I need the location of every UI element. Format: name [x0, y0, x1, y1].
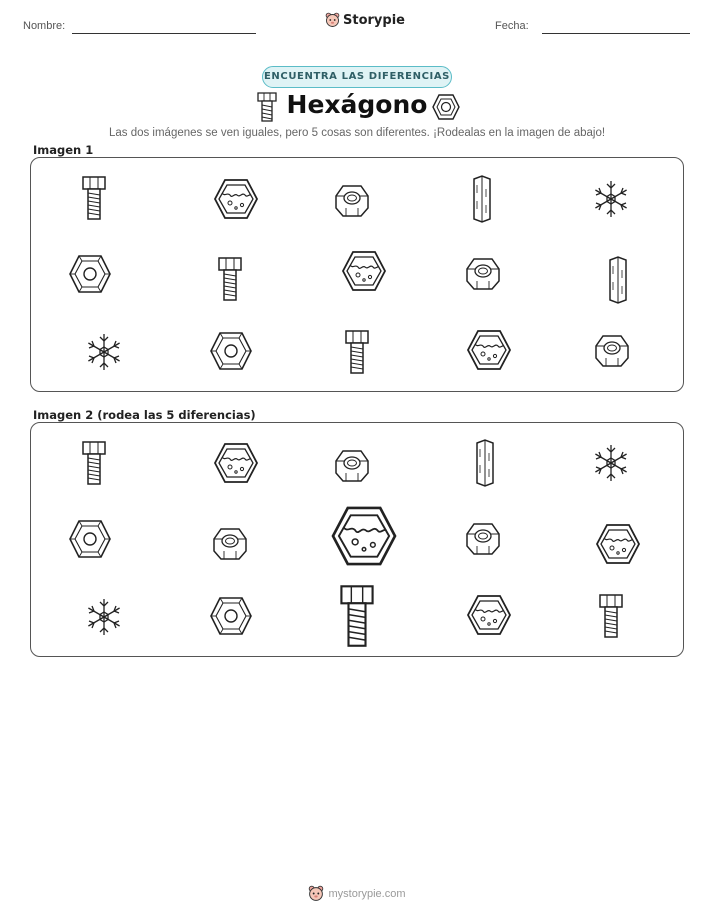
bolt-icon [597, 592, 625, 640]
panel1-label: Imagen 1 [33, 143, 94, 157]
pencil-icon [470, 175, 494, 223]
hex-ring-icon [209, 596, 253, 636]
name-label: Nombre: [23, 20, 66, 32]
snowflake-icon [84, 332, 124, 372]
activity-badge: ENCUENTRA LAS DIFERENCIAS [262, 66, 452, 88]
honeycomb-icon [213, 442, 259, 484]
bolt-icon [80, 174, 108, 222]
pencil-icon [473, 439, 497, 487]
footer [0, 885, 714, 902]
image2-panel [30, 422, 684, 657]
nut-icon [465, 257, 501, 291]
brand-logo [325, 12, 405, 28]
page-title: Hexágono [286, 90, 428, 119]
honeycomb-icon [466, 329, 512, 371]
image1-panel [30, 157, 684, 392]
bolt-icon [216, 255, 244, 303]
honeycomb-large-icon [330, 505, 398, 567]
honeycomb-icon [595, 523, 641, 565]
footer-site: mystorypie.com [328, 887, 406, 900]
instructions: Las dos imágenes se ven iguales, pero 5 cosas son diferentes. ¡Rodealas en la imagen de abajo! [108, 127, 606, 139]
date-field[interactable] [542, 33, 690, 34]
nut-icon [594, 334, 630, 368]
storypie-mascot-icon [325, 12, 340, 28]
name-field[interactable] [72, 33, 256, 34]
hex-ring-icon [68, 254, 112, 294]
hex-ring-icon [432, 94, 460, 120]
nut-icon [212, 527, 248, 561]
nut-icon [334, 449, 370, 483]
bolt-large-icon [335, 582, 379, 650]
honeycomb-icon [213, 178, 259, 220]
honeycomb-icon [466, 594, 512, 636]
honeycomb-icon [341, 250, 387, 292]
hex-ring-icon [209, 331, 253, 371]
date-label: Fecha: [495, 20, 529, 32]
hex-ring-icon [68, 519, 112, 559]
storypie-mascot-icon [308, 885, 324, 902]
pencil-icon [606, 256, 630, 304]
panel2-label: Imagen 2 (rodea las 5 diferencias) [33, 408, 256, 422]
snowflake-icon [84, 597, 124, 637]
brand-name: Storypie [343, 12, 405, 28]
nut-icon [465, 522, 501, 556]
snowflake-icon [591, 443, 631, 483]
bolt-icon [343, 328, 371, 376]
snowflake-icon [591, 179, 631, 219]
bolt-icon [80, 439, 108, 487]
nut-icon [334, 184, 370, 218]
